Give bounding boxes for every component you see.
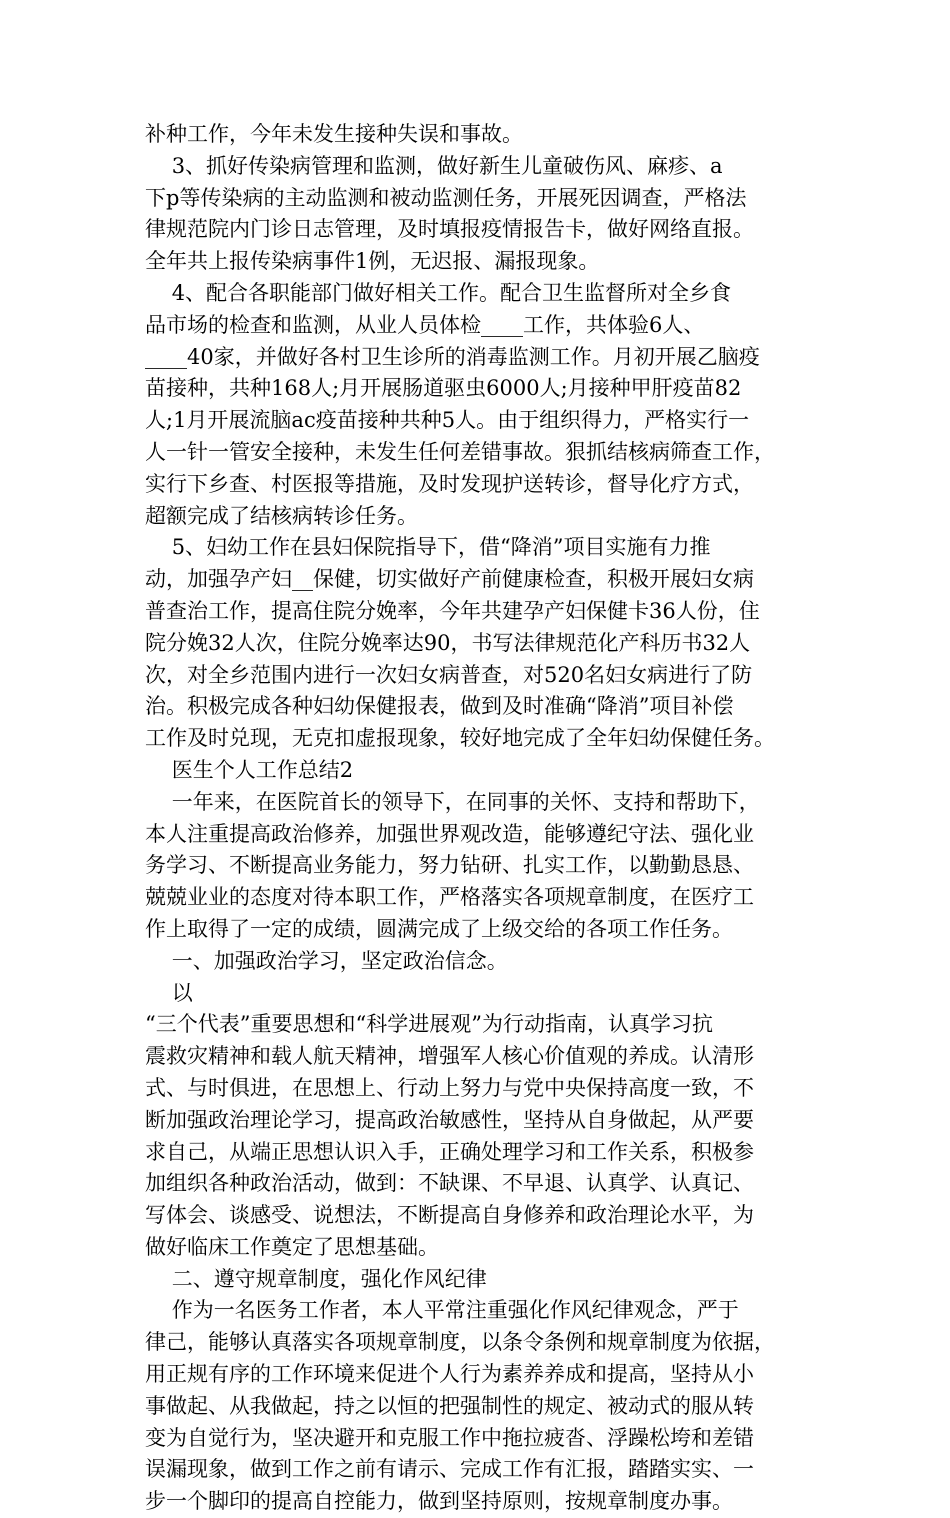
text-line: 求自己，从端正思想认识入手，正确处理学习和工作关系，积极参 bbox=[145, 1139, 754, 1164]
text-line: 院分娩32人次，住院分娩率达90，书写法律规范化产科历书32人 bbox=[145, 630, 751, 655]
text-line: 一、加强政治学习，坚定政治信念。 bbox=[145, 948, 508, 973]
text-line: 务学习、不断提高业务能力，努力钻研、扎实工作，以勤勤恳恳、 bbox=[145, 853, 754, 878]
text-line: 二、遵守规章制度，强化作风纪律 bbox=[145, 1266, 487, 1291]
text-line: 补种工作，今年未发生接种失误和事故。 bbox=[145, 122, 523, 146]
text-line: 普查治工作，提高住院分娩率，今年共建孕产妇保健卡36人份，住 bbox=[145, 598, 760, 623]
text-line: 做好临床工作奠定了思想基础。 bbox=[145, 1234, 439, 1259]
text-line: 律己，能够认真落实各项规章制度，以条令条例和规章制度为依据， bbox=[145, 1330, 775, 1355]
text-line: 人;1月开展流脑ac疫苗接种共种5人。由于组织得力，严格实行一 bbox=[145, 408, 750, 433]
text-line: 步一个脚印的提高自控能力，做到坚持原则，按规章制度办事。 bbox=[145, 1489, 733, 1514]
text-line: 断加强政治理论学习，提高政治敏感性，坚持从自身做起，从严要 bbox=[145, 1107, 754, 1132]
text-line: 全年共上报传染病事件1例，无迟报、漏报现象。 bbox=[145, 249, 600, 274]
text-line: 工作及时兑现，无克扣虚报现象，较好地完成了全年妇幼保健任务。 bbox=[145, 726, 775, 751]
text-line: 作为一名医务工作者，本人平常注重强化作风纪律观念，严于 bbox=[145, 1298, 739, 1323]
text-line: 人一针一管安全接种，未发生任何差错事故。狠抓结核病筛查工作， bbox=[145, 439, 775, 464]
text-line: 事做起、从我做起，持之以恒的把强制性的规定、被动式的服从转 bbox=[145, 1393, 754, 1418]
text-line: 震救灾精神和载人航天精神，增强军人核心价值观的养成。认清形 bbox=[145, 1044, 754, 1069]
text-line: 治。积极完成各种妇幼保健报表，做到及时准确“降消”项目补偿 bbox=[145, 694, 734, 719]
text-line: ____40家，并做好各村卫生诊所的消毒监测工作。月初开展乙脑疫 bbox=[145, 344, 760, 369]
text-line: 变为自觉行为，坚决避开和克服工作中拖拉疲沓、浮躁松垮和差错 bbox=[145, 1425, 754, 1450]
text-line: 误漏现象，做到工作之前有请示、完成工作有汇报，踏踏实实、一 bbox=[145, 1457, 754, 1482]
text-line: 本人注重提高政治修养，加强世界观改造，能够遵纪守法、强化业 bbox=[145, 821, 754, 846]
text-line: 5、妇幼工作在县妇保院指导下，借“降消”项目实施有力推 bbox=[145, 535, 711, 560]
text-line: 律规范院内门诊日志管理，及时填报疫情报告卡，做好网络直报。 bbox=[145, 217, 754, 242]
text-line: 3、抓好传染病管理和监测，做好新生儿童破伤风、麻疹、a bbox=[145, 153, 723, 178]
text-line: 用正规有序的工作环境来促进个人行为素养养成和提高，坚持从小 bbox=[145, 1362, 754, 1387]
text-line: 以 bbox=[145, 980, 193, 1005]
text-line: 加组织各种政治活动，做到：不缺课、不早退、认真学、认真记、 bbox=[145, 1171, 754, 1196]
text-line: 兢兢业业的态度对待本职工作，严格落实各项规章制度，在医疗工 bbox=[145, 885, 754, 910]
text-line: 实行下乡查、村医报等措施，及时发现护送转诊，督导化疗方式， bbox=[145, 471, 754, 496]
text-line: 写体会、谈感受、说想法，不断提高自身修养和政治理论水平，为 bbox=[145, 1203, 754, 1228]
text-line: 4、配合各职能部门做好相关工作。配合卫生监督所对全乡食 bbox=[145, 280, 732, 305]
text-line: 下p等传染病的主动监测和被动监测任务，开展死因调查，严格法 bbox=[145, 185, 747, 210]
text-line: 一年来，在医院首长的领导下，在同事的关怀、支持和帮助下， bbox=[145, 789, 760, 814]
text-line: 超额完成了结核病转诊任务。 bbox=[145, 503, 418, 528]
text-line: 品市场的检查和监测，从业人员体检____工作，共体验6人、 bbox=[145, 312, 705, 337]
document-body bbox=[145, 119, 805, 1518]
text-line: 作上取得了一定的成绩，圆满完成了上级交给的各项工作任务。 bbox=[145, 916, 733, 941]
text-line: 苗接种，共种168人;月开展肠道驱虫6000人;月接种甲肝疫苗82 bbox=[145, 376, 742, 401]
text-line: 动，加强孕产妇__保健，切实做好产前健康检查，积极开展妇女病 bbox=[145, 567, 754, 592]
text-line: 次，对全乡范围内进行一次妇女病普查，对520名妇女病进行了防 bbox=[145, 662, 753, 687]
text-line: 式、与时俱进，在思想上、行动上努力与党中央保持高度一致，不 bbox=[145, 1075, 754, 1100]
text-line: “三个代表”重要思想和“科学进展观”为行动指南，认真学习抗 bbox=[145, 1012, 713, 1037]
text-line: 医生个人工作总结2 bbox=[145, 757, 354, 782]
